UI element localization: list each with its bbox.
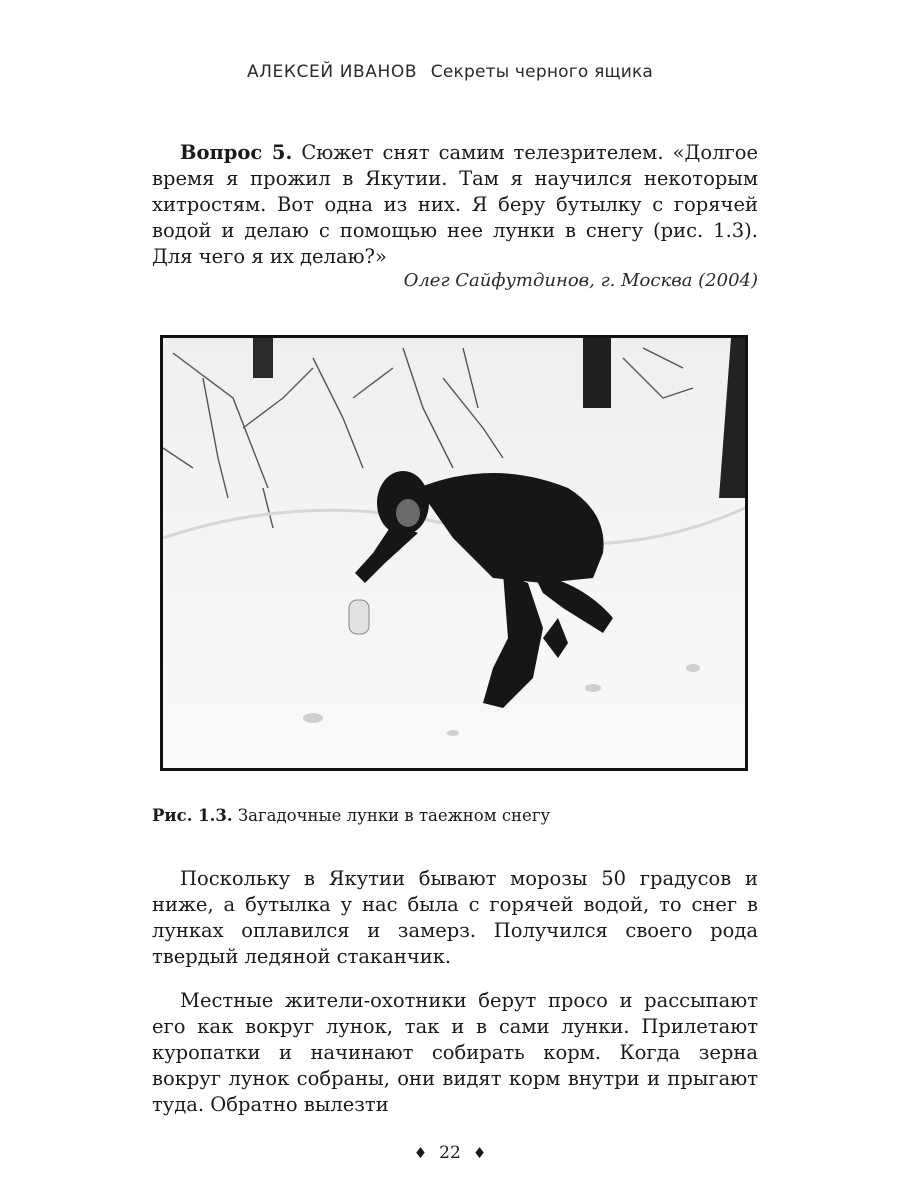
diamond-ornament-icon: ♦ <box>472 1144 487 1162</box>
body-paragraph-1-text: Поскольку в Якутии бывают морозы 50 градусов и ниже, а бутылка у нас была с горячей водой, то снег в лунках оплавился и замерз. Получился своего рода твердый ледяной стаканчик. <box>152 867 758 968</box>
header-book-title: Секреты черного ящика <box>430 62 654 82</box>
question-text: Сюжет снят самим телезрителем. «Долгое время я прожил в Якутии. Там я научился некоторым хитростям. Вот одна из них. Я беру бутылку с горячей водой и делаю с помощью нее лунки в снегу (рис. 1.3). Для чего я их делаю?» <box>152 141 758 268</box>
tree-trunk <box>583 338 611 408</box>
snow-scene-image <box>163 338 745 768</box>
bottle <box>349 600 369 634</box>
running-head <box>0 62 900 82</box>
question-attribution: Олег Сайфутдинов, г. Москва (2004) <box>403 270 758 291</box>
figure-label: Рис. 1.3. <box>152 806 233 825</box>
page-number: 22 <box>439 1143 461 1163</box>
tree-trunk <box>253 338 273 378</box>
figure-photo <box>160 335 748 771</box>
figure-caption <box>152 806 758 825</box>
body-paragraph-2-text: Местные жители-охотники берут просо и рассыпают его как вокруг лунок, так и в сами лунки. Прилетают куропатки и начинают собирать корм. Когда зерна вокруг лунок собраны, они видят корм внутри и прыгают туда. Обратно вылезти <box>152 989 758 1116</box>
page-footer <box>0 1143 900 1163</box>
question-paragraph <box>152 140 758 270</box>
body-paragraph-1 <box>152 866 758 970</box>
figure-caption-text: Загадочные лунки в таежном снегу <box>232 806 551 825</box>
diamond-ornament-icon: ♦ <box>413 1144 428 1162</box>
question-label: Вопрос 5. <box>180 141 293 164</box>
header-author: АЛЕКСЕЙ ИВАНОВ <box>246 62 418 82</box>
body-paragraph-2 <box>152 988 758 1118</box>
